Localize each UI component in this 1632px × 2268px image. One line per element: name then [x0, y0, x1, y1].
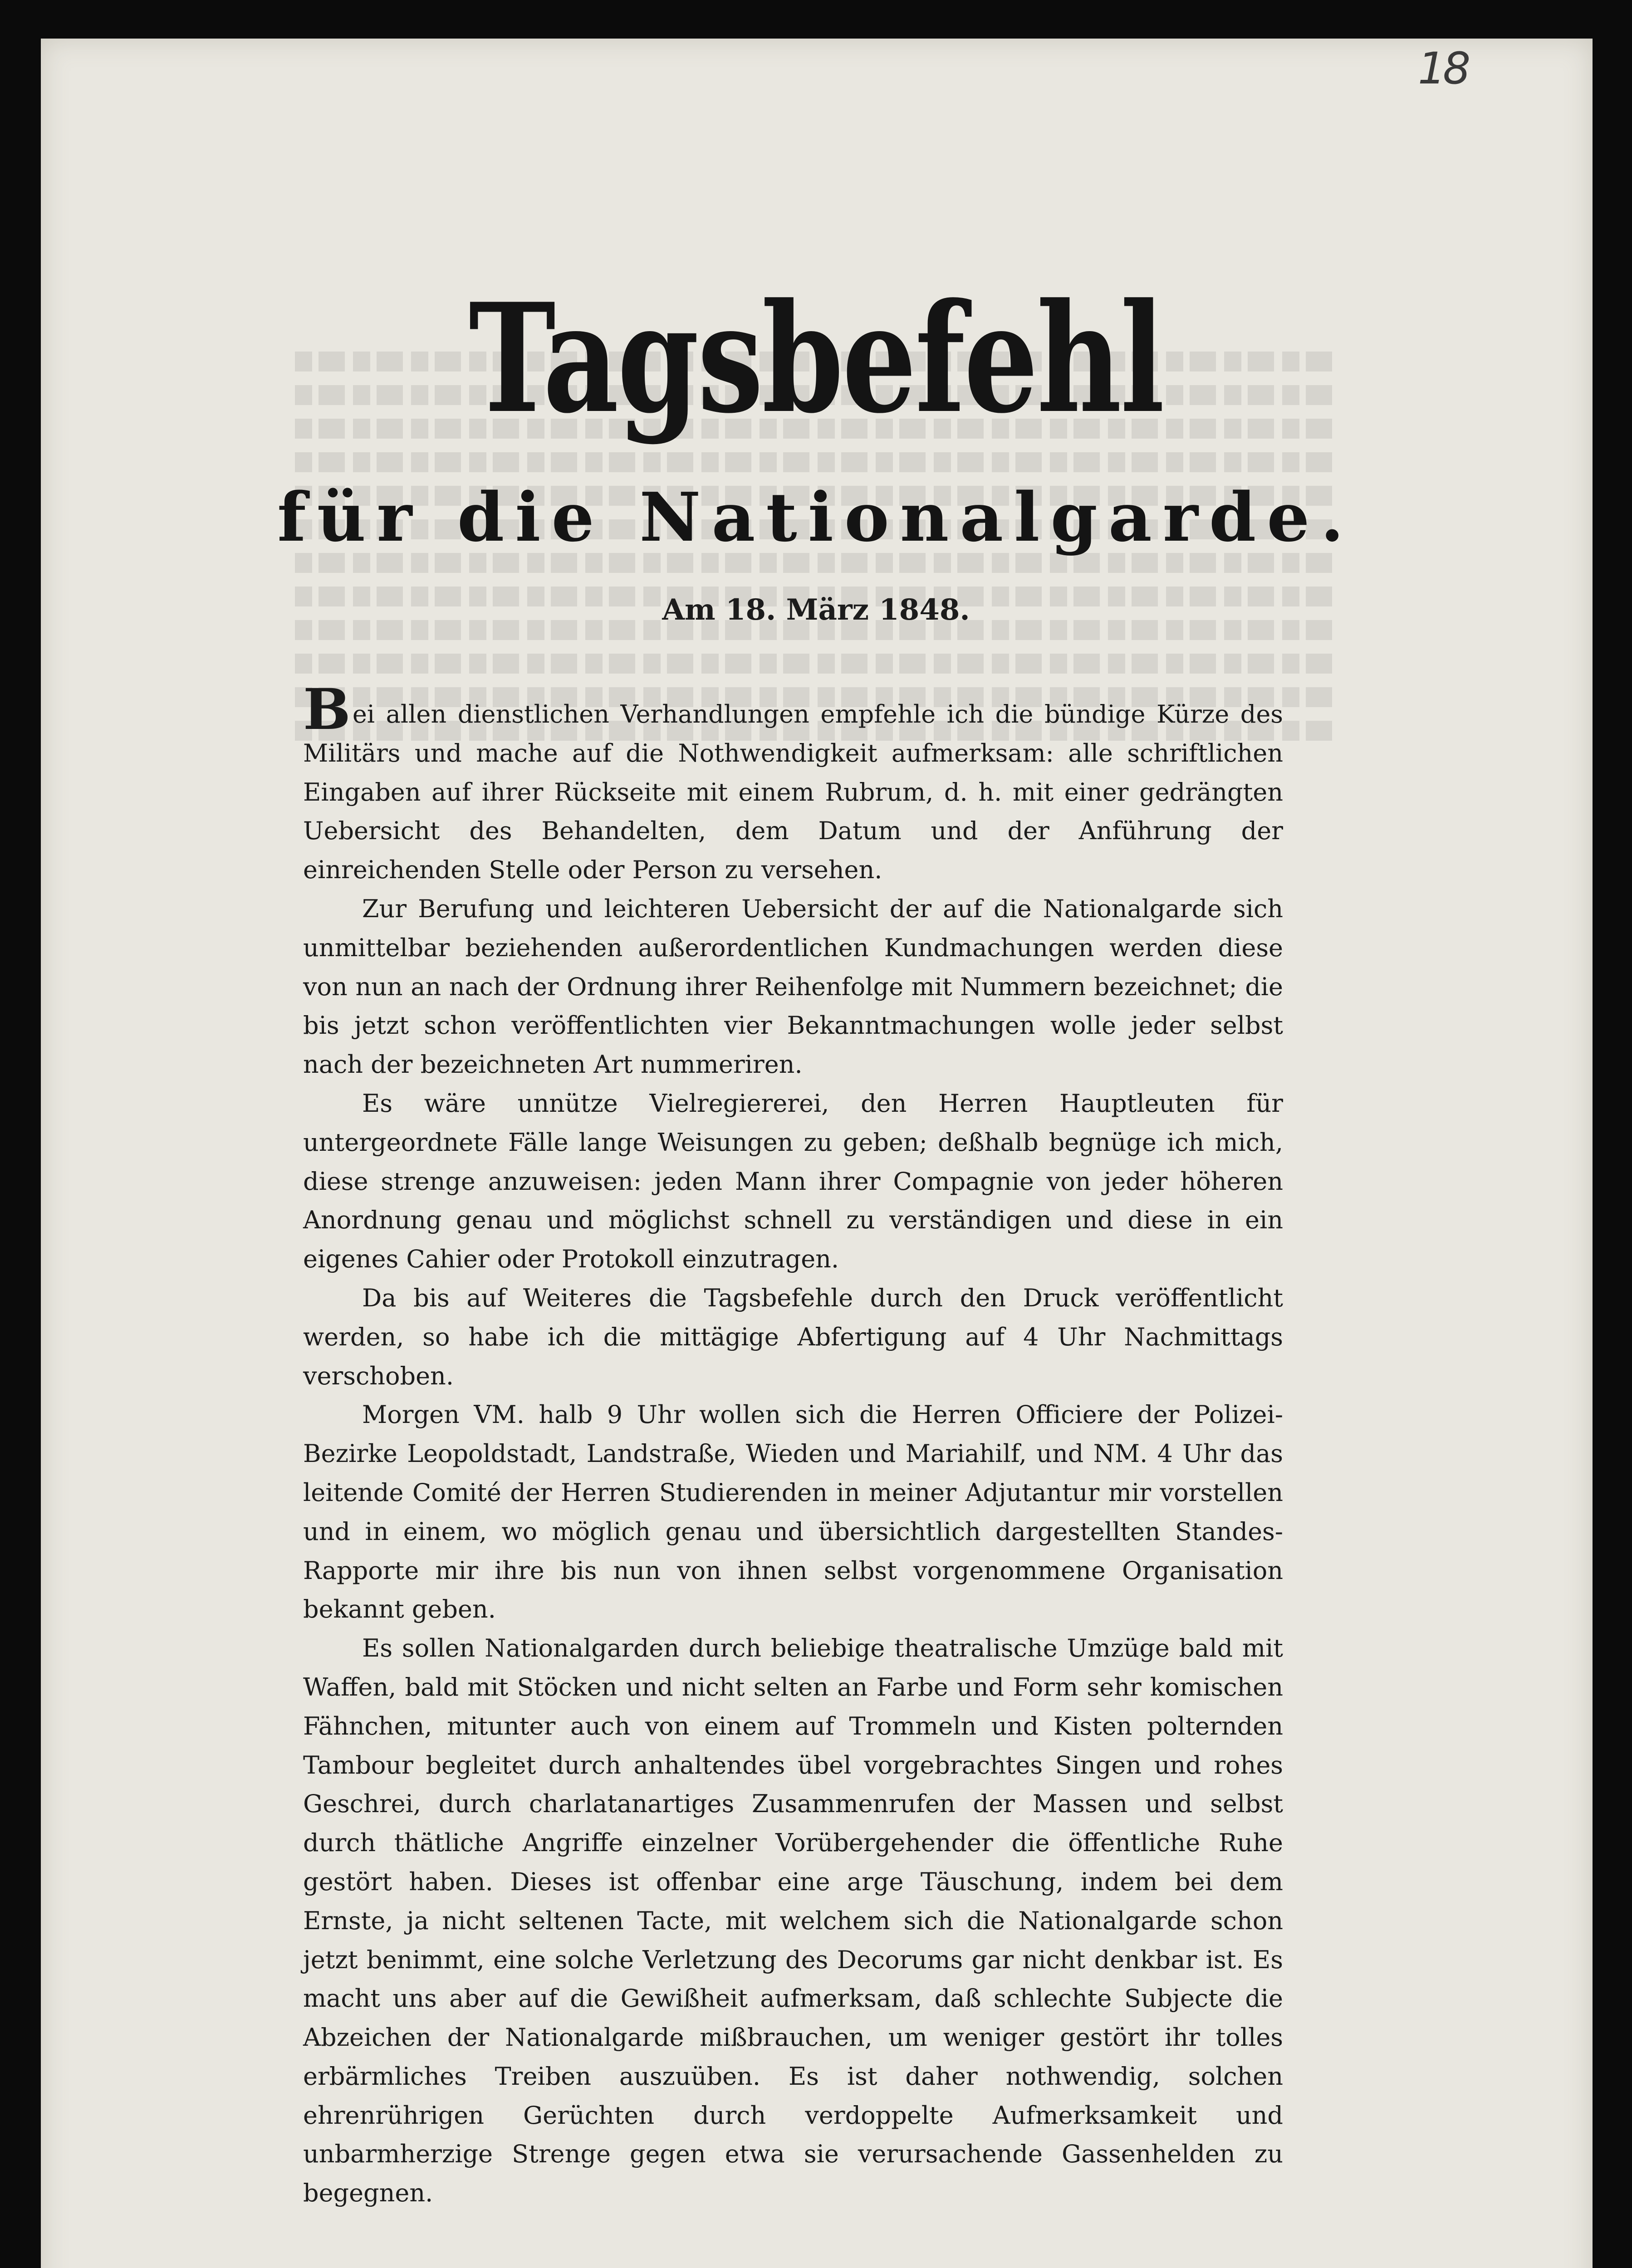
document-date: Am 18. März 1848.	[662, 593, 970, 627]
paragraph-3: Es wäre unnütze Vielregiererei, den Herren Hauptleuten für untergeordnete Fälle lange Weisungen zu geben; deßhalb begnüge ich mich, diese strenge anzuweisen: jeden Mann ihrer Compagnie von jeder höheren Anordnung genau und möglichst schnell zu verständigen und diese in ein eigenes Cahier oder Protokoll einzutragen.	[303, 1089, 1283, 1274]
paragraph-text: ei allen dienstlichen Verhandlungen empfehle ich die bündige Kürze des Militärs und mache auf die Nothwendigkeit aufmerksam: alle schriftlichen Eingaben auf ihrer Rückseite mit einem Rubrum, d. h. mit einer gedrängten Uebersicht des Behandelten, dem Datum und der Anführung der einreichenden Stelle oder Person zu versehen.	[303, 700, 1283, 885]
page-number: 18	[1418, 43, 1468, 94]
paragraph-2: Zur Berufung und leichteren Uebersicht der auf die Nationalgarde sich unmittelbar beziehenden außerordentlichen Kundmachungen werden diese von nun an nach der Ordnung ihrer Reihenfolge mit Nummern bezeichnet; die bis jetzt schon veröffentlichten vier Bekanntmachungen wolle jeder selbst nach der bezeichneten Art nummeriren.	[303, 894, 1283, 1079]
paragraph-5: Morgen VM. halb 9 Uhr wollen sich die Herren Officiere der Polizei-Bezirke Leopoldstadt, Landstraße, Wieden und Mariahilf, und NM. 4 Uhr das leitende Comité der Herren Studierenden in meiner Adjutantur mir vorstellen und in einem, wo möglich genau und übersichtlich dargestellten Standes-Rapporte mir ihre bis nun von ihnen selbst vorgenommene Organisation bekannt geben.	[303, 1400, 1283, 1624]
drop-cap-initial: B	[303, 677, 351, 743]
document-subtitle: für die Nationalgarde.	[277, 478, 1355, 557]
paragraph-6: Es sollen Nationalgarden durch beliebige theatralische Umzüge bald mit Waffen, bald mit Stöcken und nicht selten an Farbe und Form sehr komischen Fähnchen, mitunter auch von einem auf Trommeln und Kisten polternden Tambour begleitet durch anhaltendes übel vorgebrachtes Singen und rohes Geschrei, durch charlatanartiges Zusammenrufen der Massen und selbst durch thätliche Angriffe einzelner Vorübergehender die öffentliche Ruhe gestört haben. Dieses ist offenbar eine arge Täuschung, indem bei dem Ernste, ja nicht seltenen Tacte, mit welchem sich die Nationalgarde schon jetzt benimmt, eine solche Verletzung des Decorums gar nicht denkbar ist. Es macht uns aber auf die Gewißheit aufmerksam, daß schlechte Subjecte die Abzeichen der Nationalgarde mißbrauchen, um weniger gestört ihr tolles erbärmliches Treiben auszuüben. Es ist daher nothwendig, solchen ehrenrührigen Gerüchten durch verdoppelte Aufmerksamkeit und unbarmherzige Strenge gegen etwa sie verursachende Gassenhelden zu begegnen.	[303, 1634, 1283, 2208]
paragraph-4: Da bis auf Weiteres die Tagsbefehle durch den Druck veröffentlicht werden, so habe ich die mittägige Abfertigung auf 4 Uhr Nachmittags verschoben.	[303, 1283, 1283, 1390]
document-body	[303, 677, 1283, 2213]
document-title: Tagsbefehl	[469, 270, 1163, 446]
paragraph-1	[303, 677, 1283, 890]
